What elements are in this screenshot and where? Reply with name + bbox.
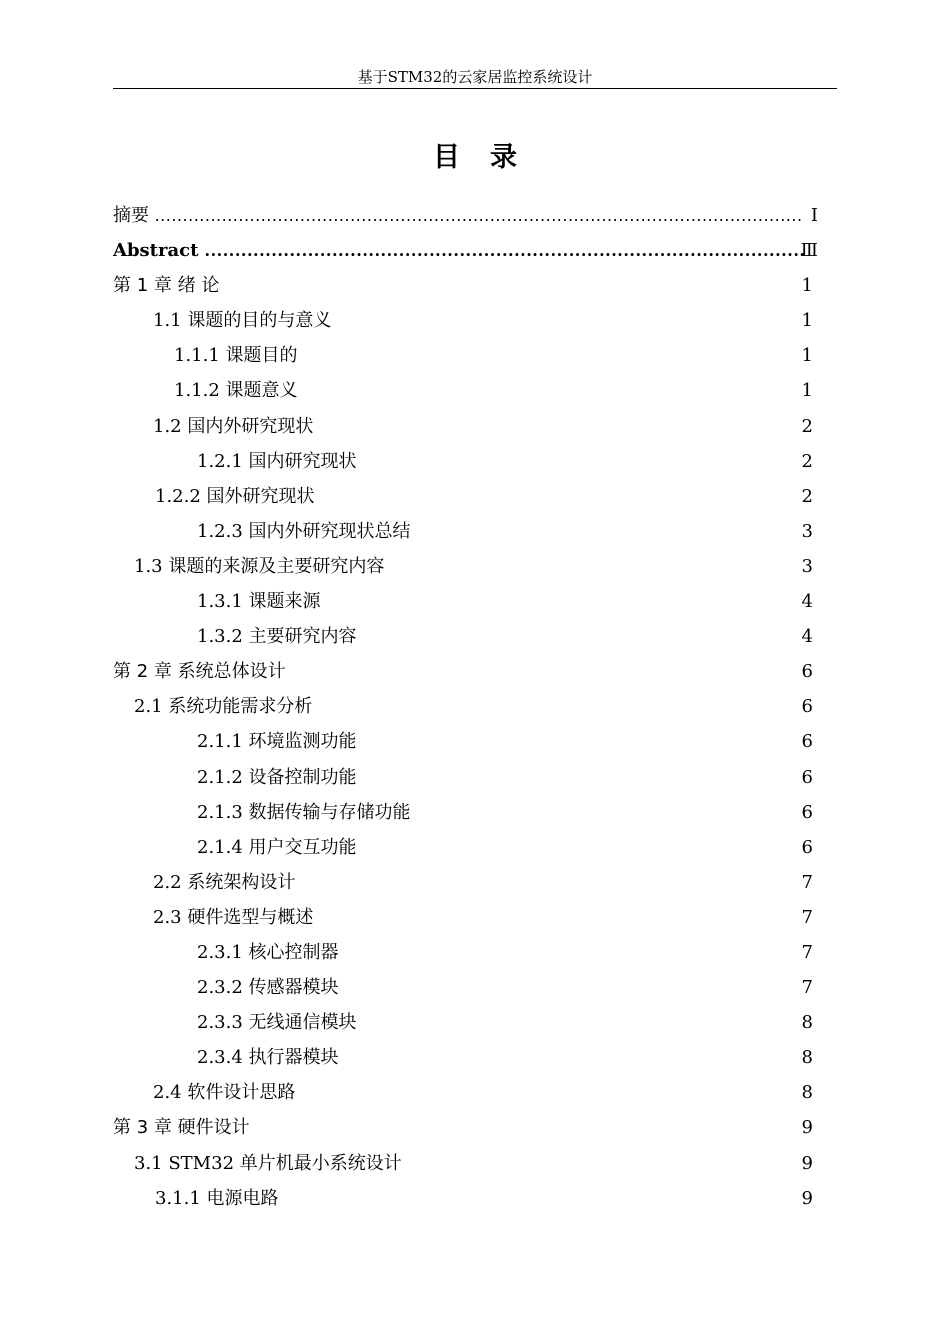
toc-entry-label: 2.2 系统架构设计 — [153, 871, 296, 893]
toc-entry-label: 2.1 系统功能需求分析 — [134, 696, 313, 718]
toc-entry-page: 4 — [801, 626, 813, 648]
toc-entry-page: 7 — [801, 871, 813, 893]
toc-entry-page: 8 — [801, 1082, 813, 1104]
toc-entry-page: 1 — [801, 380, 813, 402]
toc-entry-page: 6 — [801, 766, 813, 788]
toc-entry-page: 7 — [801, 977, 813, 999]
toc-entry-label: 第 3 章 硬件设计 — [113, 1117, 250, 1139]
toc-entry-subsection[interactable] — [113, 619, 818, 654]
toc-entry-label: Abstract ..... — [113, 233, 804, 268]
toc-entry-subsection[interactable] — [113, 444, 818, 479]
toc-entry-label: 3.1 STM32 单片机最小系统设计 — [134, 1152, 402, 1174]
toc-entry-label: 摘要 ..... — [113, 198, 804, 233]
toc-entry-page: 9 — [801, 1152, 813, 1174]
toc-entry-label: 第 2 章 系统总体设计 — [113, 661, 286, 683]
toc-entry-subsection[interactable] — [113, 760, 818, 795]
page-header: 基于STM32的云家居监控系统设计 — [357, 68, 593, 86]
table-of-contents — [113, 198, 818, 1216]
toc-entry-section[interactable] — [113, 689, 818, 724]
toc-entry-page: 8 — [801, 1047, 813, 1069]
toc-entry-subsection[interactable] — [113, 1005, 818, 1040]
toc-entry-chapter[interactable] — [113, 268, 818, 303]
toc-entry-page: 6 — [801, 801, 813, 823]
toc-entry-label: 1.3 课题的来源及主要研究内容 — [134, 555, 385, 577]
toc-entry-label: 2.3.2 传感器模块 — [197, 977, 339, 999]
toc-entry-page: 6 — [801, 661, 813, 683]
toc-entry-abstract-cn[interactable] — [113, 198, 818, 233]
toc-entry-subsection[interactable] — [113, 830, 818, 865]
toc-entry-label: 1.2.3 国内外研究现状总结 — [197, 520, 411, 542]
toc-entry-page: 6 — [801, 696, 813, 718]
toc-title: 目录 — [433, 142, 547, 173]
toc-entry-section[interactable] — [113, 900, 818, 935]
toc-entry-abstract-en[interactable] — [113, 233, 818, 268]
toc-entry-section[interactable] — [113, 409, 818, 444]
toc-entry-page: 2 — [801, 415, 813, 437]
header-rule — [113, 88, 837, 89]
toc-entry-label: 2.3 硬件选型与概述 — [153, 906, 314, 928]
toc-entry-section[interactable] — [113, 549, 818, 584]
toc-entry-subsection[interactable] — [113, 514, 818, 549]
toc-entry-page: 6 — [801, 731, 813, 753]
toc-entry-label: 2.1.2 设备控制功能 — [197, 766, 357, 788]
toc-entry-subsection[interactable] — [113, 1040, 818, 1075]
toc-entry-subsection[interactable] — [113, 338, 818, 373]
toc-entry-label: 1.1.1 课题目的 — [174, 345, 298, 367]
toc-entry-page: 2 — [801, 450, 813, 472]
toc-entry-page: 7 — [801, 906, 813, 928]
toc-entry-section[interactable] — [113, 303, 818, 338]
toc-entry-page: 4 — [801, 591, 813, 613]
toc-entry-subsection[interactable] — [113, 970, 818, 1005]
toc-entry-section[interactable] — [113, 865, 818, 900]
toc-entry-subsection[interactable] — [113, 373, 818, 408]
toc-entry-label: 1.3.1 课题来源 — [197, 591, 321, 613]
toc-entry-label: 1.2 国内外研究现状 — [153, 415, 314, 437]
toc-entry-page: 3 — [801, 520, 813, 542]
toc-entry-label: 2.1.3 数据传输与存储功能 — [197, 801, 411, 823]
toc-entry-label: 第 1 章 绪 论 — [113, 275, 220, 297]
toc-entry-page: 9 — [801, 1187, 813, 1209]
toc-entry-label: 1.1 课题的目的与意义 — [153, 310, 332, 332]
toc-entry-page: I — [810, 205, 818, 226]
toc-entry-page: Ⅲ — [800, 240, 818, 262]
toc-entry-label: 1.3.2 主要研究内容 — [197, 626, 357, 648]
toc-entry-page: 6 — [801, 836, 813, 858]
toc-entry-label: 2.1.1 环境监测功能 — [197, 731, 357, 753]
toc-entry-chapter[interactable] — [113, 1110, 818, 1145]
toc-entry-chapter[interactable] — [113, 654, 818, 689]
toc-entry-subsection[interactable] — [113, 1181, 818, 1216]
toc-entry-label: 2.4 软件设计思路 — [153, 1082, 296, 1104]
toc-entry-page: 8 — [801, 1012, 813, 1034]
toc-entry-subsection[interactable] — [113, 724, 818, 759]
toc-entry-page: 7 — [801, 941, 813, 963]
toc-entry-page: 1 — [801, 275, 813, 297]
toc-entry-page: 2 — [801, 485, 813, 507]
toc-entry-page: 3 — [801, 555, 813, 577]
toc-entry-section[interactable] — [113, 1146, 818, 1181]
toc-entry-label: 2.3.4 执行器模块 — [197, 1047, 339, 1069]
toc-entry-subsection[interactable] — [113, 584, 818, 619]
toc-entry-label: 2.3.1 核心控制器 — [197, 941, 339, 963]
toc-entry-label: 2.1.4 用户交互功能 — [197, 836, 357, 858]
toc-entry-label: 2.3.3 无线通信模块 — [197, 1012, 357, 1034]
toc-entry-label: 1.1.2 课题意义 — [174, 380, 298, 402]
toc-entry-page: 9 — [801, 1117, 813, 1139]
toc-entry-label: 1.2.2 国外研究现状 — [155, 485, 315, 507]
toc-entry-subsection[interactable] — [113, 479, 818, 514]
toc-entry-page: 1 — [801, 310, 813, 332]
toc-entry-section[interactable] — [113, 1075, 818, 1110]
toc-entry-page: 1 — [801, 345, 813, 367]
toc-entry-label: 1.2.1 国内研究现状 — [197, 450, 357, 472]
toc-entry-subsection[interactable] — [113, 935, 818, 970]
toc-entry-label: 3.1.1 电源电路 — [155, 1187, 279, 1209]
toc-entry-subsection[interactable] — [113, 795, 818, 830]
